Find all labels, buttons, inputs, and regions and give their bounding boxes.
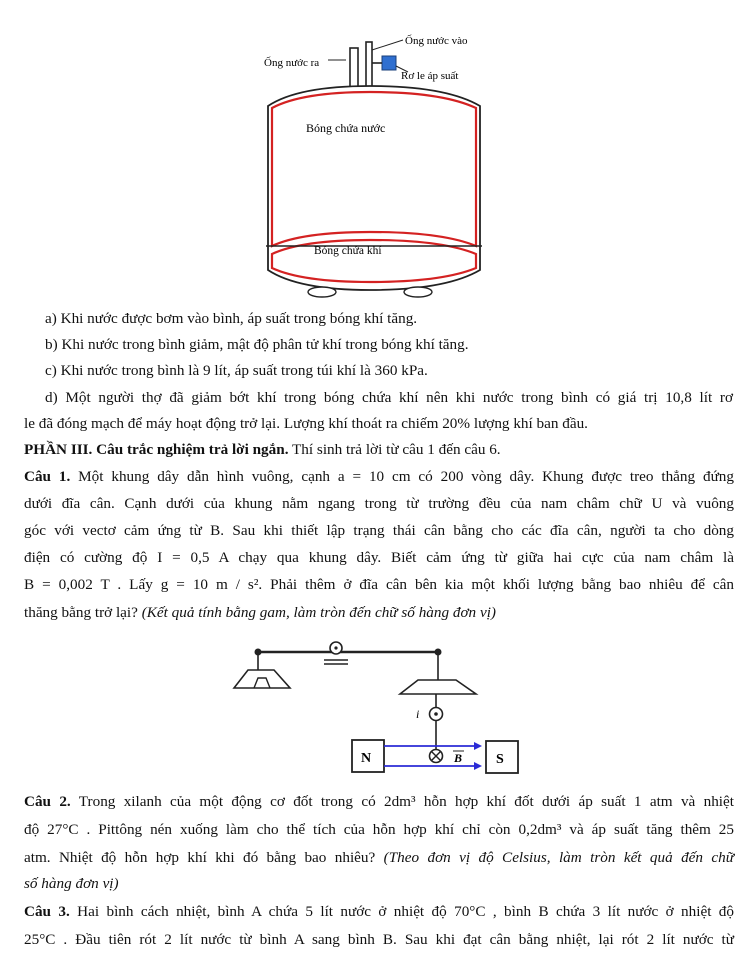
q1-line6 <box>24 603 496 623</box>
south-pole-label: S <box>496 752 504 767</box>
q2-label: Câu 2. <box>24 793 71 810</box>
left-pan <box>234 670 290 688</box>
q1-text-1: Một khung dây dẫn hình vuông, cạnh a = 10 cm có 200 vòng dây. Khung được treo thẳng đứng <box>70 468 734 485</box>
q2-line3 <box>24 848 734 868</box>
q1-label: Câu 1. <box>24 468 71 485</box>
inlet-pipe <box>366 42 372 90</box>
q1-line4: điện có cường độ I = 0,5 A chạy qua khung dây. Biết cảm ứng từ giữa hai cực của nam châm là <box>24 549 734 566</box>
statement-d-line2: le đã đóng mạch để máy hoạt động trở lại. Lượng khí thoát ra chiếm 20% lượng khí ban đầu. <box>24 415 588 432</box>
q3-text-1: Hai bình cách nhiệt, bình A chứa 5 lít nước ở nhiệt độ 70°C , bình B chứa 3 lít nước ở nhiệt độ <box>69 903 734 920</box>
statement-a: a) Khi nước được bơm vào bình, áp suất trong bóng khí tăng. <box>45 310 418 327</box>
q1-line1 <box>24 467 734 487</box>
q2-line2: độ 27°C . Pittông nén xuống làm cho thể tích của hỗn hợp khí chỉ còn 0,2dm³ và áp suất tăng thêm 25 <box>24 821 734 838</box>
gas-bladder-label: Bóng chứa khí <box>314 245 382 257</box>
water-bladder-label: Bóng chứa nước <box>306 121 386 135</box>
q2-line4: số hàng đơn vị) <box>24 875 119 892</box>
pressure-tank-figure <box>258 28 490 298</box>
q1-line3: góc với vectơ cảm ứng từ B. Sau khi thiết lập trạng thái cân bằng cho các đĩa cân, người ta cho dòng <box>24 522 734 539</box>
q1-question: thăng bằng trở lại? <box>24 604 142 621</box>
statement-b: b) Khi nước trong bình giảm, mật độ phân tử khí trong bóng khí tăng. <box>45 336 469 353</box>
pressure-relay-box <box>382 56 396 70</box>
statement-d-line1: d) Một người thợ đã giảm bớt khí trong bóng chứa khí nên khi nước trong bình có giá trị 10,8 lít rơ <box>45 389 733 406</box>
q2-question: atm. Nhiệt độ hỗn hợp khí khi đó bằng bao nhiêu? <box>24 849 384 866</box>
part3-heading <box>24 440 501 460</box>
part3-title: PHẦN III. Câu trắc nghiệm trả lời ngắn. <box>24 441 289 458</box>
q2-line1 <box>24 792 734 812</box>
q3-line1 <box>24 902 734 922</box>
tank-foot-left <box>308 287 336 297</box>
part3-instruction: Thí sinh trả lời từ câu 1 đến câu 6. <box>288 441 501 458</box>
relay-label: Rơ le áp suất <box>401 70 459 82</box>
field-label: B <box>454 751 463 765</box>
inlet-label: Ống nước vào <box>405 35 468 47</box>
q3-line2: 25°C . Đầu tiên rót 2 lít nước từ bình A sang bình B. Sau khi đạt cân bằng nhiệt, lại rót 2 lít nước từ <box>24 931 734 948</box>
q1-line2: dưới đĩa cân. Cạnh dưới của khung nằm ngang trong từ trường đều của nam châm chữ U và vuông <box>24 495 734 512</box>
statement-c: c) Khi nước trong bình là 9 lít, áp suất trong túi khí là 360 kPa. <box>45 362 428 379</box>
q3-label: Câu 3. <box>24 903 70 920</box>
north-pole-label: N <box>361 751 372 766</box>
tank-foot-right <box>404 287 432 297</box>
q1-instruction: (Kết quả tính bằng gam, làm tròn đến chữ số hàng đơn vị) <box>141 604 496 621</box>
q2-text-1: Trong xilanh của một động cơ đốt trong có 2dm³ hỗn hợp khí đốt dưới áp suất 1 atm và nhiệt <box>70 793 734 810</box>
q1-line5: B = 0,002 T . Lấy g = 10 m / s². Phải thêm ở đĩa cân bên kia một khối lượng bằng bao nhiêu để cân <box>24 576 734 593</box>
outlet-pipe <box>350 48 358 90</box>
right-pan <box>400 680 476 694</box>
outlet-label: Ống nước ra <box>264 57 320 69</box>
q2-instruction-1: (Theo đơn vị độ Celsius, làm tròn kết quả đến chữ <box>383 849 735 866</box>
tank-shell <box>268 86 480 290</box>
balance-magnet-figure <box>228 640 488 780</box>
current-label: i <box>416 707 420 721</box>
south-pole-figure <box>484 740 520 774</box>
